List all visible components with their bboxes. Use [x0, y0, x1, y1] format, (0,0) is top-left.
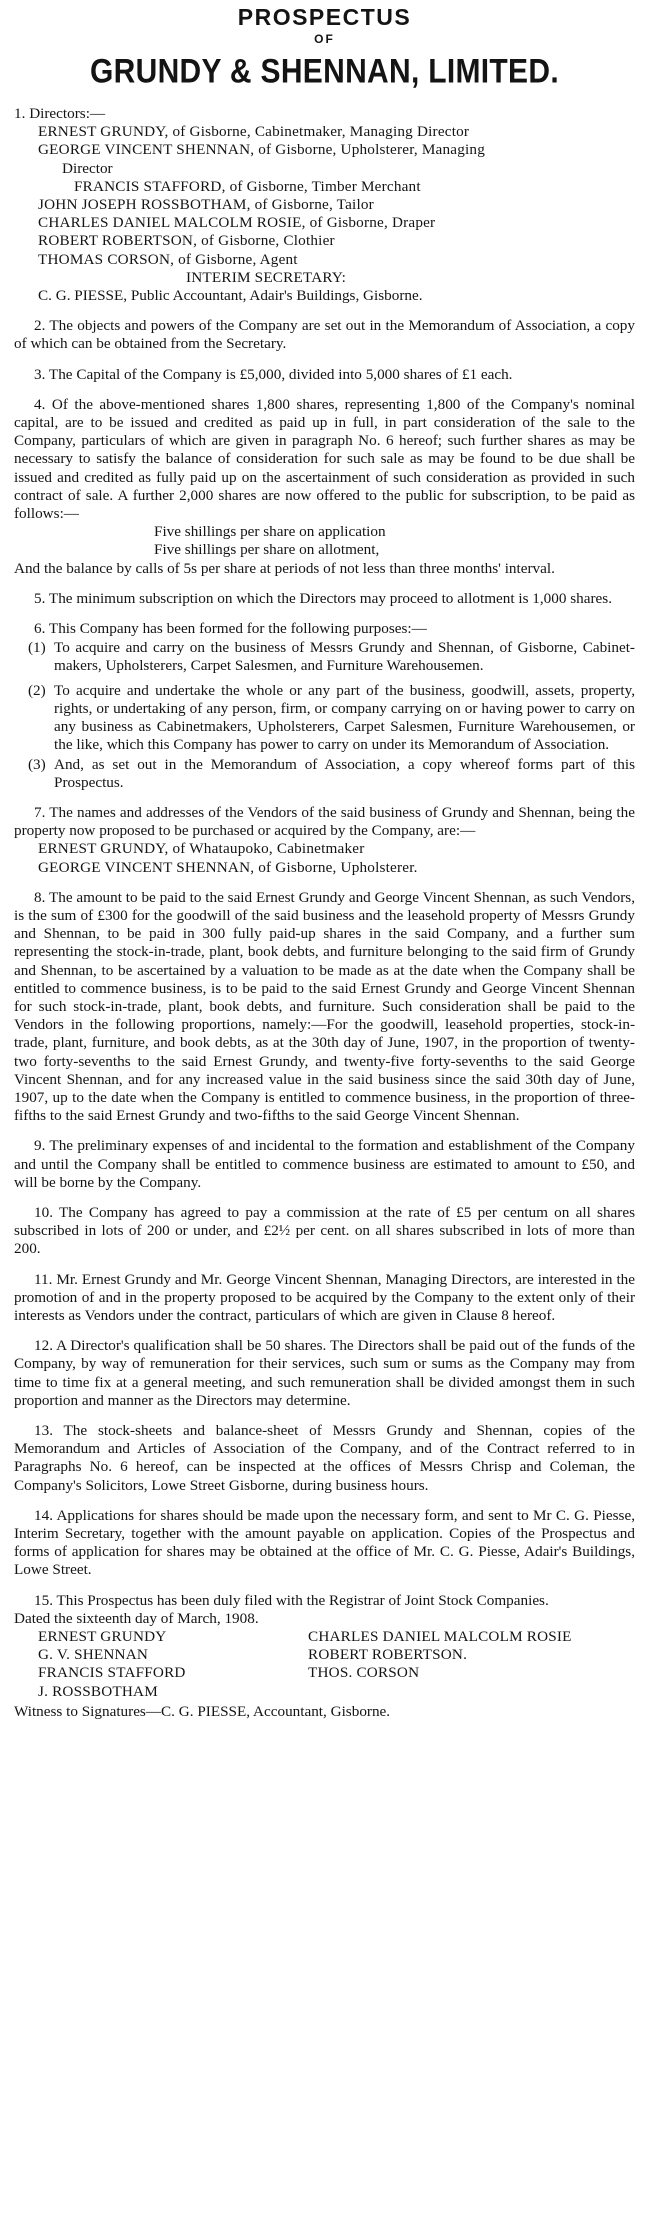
signatory: ROBERT ROBERTSON. [308, 1646, 468, 1664]
directors-section [14, 105, 635, 305]
purpose-text: And, as set out in the Memorandum of Association, a copy whereof forms part of this Prospectus. [54, 755, 635, 791]
clause-11-interests: 11. Mr. Ernest Grundy and Mr. George Vincent Shennan, Managing Directors, are interested in the promotion of and in the property proposed to be acquired by the Company to the extent only of their interests as Vendors under the contract, particulars of which are given in Clause 8 hereof. [14, 1270, 635, 1324]
purpose-item [14, 682, 635, 755]
director-line: JOHN JOSEPH ROSSBOTHAM, of Gisborne, Tailor [38, 196, 374, 214]
clause-2-objects: 2. The objects and powers of the Company are set out in the Memorandum of Association, a copy of which can be obtained from the Secretary. [14, 317, 635, 353]
date-line: Dated the sixteenth day of March, 1908. [14, 1609, 259, 1627]
purpose-text: To acquire and carry on the business of Messrs Grundy and Shennan, of Gisborne, Cabinet-makers, Upholsterers, Carpet Salesmen, and Furniture Warehousemen. [54, 639, 635, 675]
signatory: J. ROSSBOTHAM [38, 1682, 158, 1700]
signatory: ERNEST GRUNDY [38, 1628, 167, 1646]
document-header [14, 4, 635, 91]
payment-line: Five shillings per share on application [154, 523, 386, 541]
purpose-number: (2) [28, 681, 46, 699]
signatory [308, 1683, 635, 1701]
payment-balance: And the balance by calls of 5s per share at periods of not less than three months' interval. [14, 559, 555, 577]
payment-line: Five shillings per share on allotment, [154, 541, 380, 559]
purpose-number: (3) [28, 755, 46, 773]
clause-13-inspection: 13. The stock-sheets and balance-sheet of Messrs Grundy and Shennan, copies of the Memorandum and Articles of Association of the Company, and of the Contract referred to in Paragraphs No. 6 hereof, can be inspected at the offices of Messrs Chrisp and Coleman, the Company's Solicitors, Lowe Street Gisborne, during business hours. [14, 1422, 635, 1494]
clause-8-consideration: 8. The amount to be paid to the said Ernest Grundy and George Vincent Shennan, as such Vendors, is the sum of £300 for the goodwill of the said business and the leasehold property of Messrs Grundy and Shennan, to be paid in 300 fully paid-up shares in the said Company, and a further sum representing the stock-in-trade, plant, book debts, and furniture belonging to the said firm of Grundy and Shennan, to be ascertained by a valuation to be made as at the date when the Company shall be entitled to commence business, is to be paid to the said Ernest Grundy and George Vincent Shennan for such stock-in-trade, plant, book debts, and furniture. Such consideration shall be paid to the Vendors in the following proportions, namely:—For the goodwill, leasehold properties, stock-in-trade, plant, furniture, and book debts, as at the 30th day of June, 1907, in the proportion of twenty-two forty-sevenths to the said Ernest Grundy, and twenty-five forty-sevenths to the said George Vincent Shennan, and for any increased value in the said business since the said 30th day of June, 1907, up to the date when the Company is entitled to commence business, in the proportion of three-fifths to the said Ernest Grundy and two-fifths to the said George Vincent Shennan. [14, 888, 635, 1125]
clause-6-purposes [14, 620, 635, 792]
clause-5-minimum-subscription: 5. The minimum subscription on which the Directors may proceed to allotment is 1,000 shares. [34, 589, 612, 607]
director-line: GEORGE VINCENT SHENNAN, of Gisborne, Upholsterer, Managing [38, 141, 486, 159]
purpose-text: To acquire and undertake the whole or any part of the business, goodwill, assets, property, rights, or undertaking of any person, firm, or company carrying on or having power to carry on any business as Cabinetmakers, Upholsterers, Carpet Salesmen, Furniture Warehousemen, or the like, which this Company has power to carry on under its Memorandum of Association. [54, 681, 635, 754]
signatory: THOS. CORSON [308, 1664, 420, 1682]
clause-3-capital: 3. The Capital of the Company is £5,000, divided into 5,000 shares of £1 each. [34, 365, 513, 383]
purpose-item [14, 756, 635, 792]
clause-12-qualification: 12. A Director's qualification shall be 50 shares. The Directors shall be paid out of the funds of the Company, by way of remuneration for their services, such sum or sums as the Company may from time to time fix at a general meeting, and such remuneration shall be divided amongst them in such proportion and manner as the Directors may determine. [14, 1337, 635, 1409]
clause-7-vendors [14, 804, 635, 877]
clause-7-text: 7. The names and addresses of the Vendors of the said business of Grundy and Shennan, being the property now proposed to be purchased or acquired by the Company, are:— [14, 803, 635, 840]
signatory: CHARLES DANIEL MALCOLM ROSIE [308, 1628, 572, 1646]
director-line: THOMAS CORSON, of Gisborne, Agent [38, 250, 298, 268]
clause-10-commission: 10. The Company has agreed to pay a commission at the rate of £5 per centum on all shares subscribed in lots of 200 or under, and £2½ per cent. on all shares subscribed in lots of more than 200. [14, 1203, 635, 1258]
clause-6-heading: 6. This Company has been formed for the following purposes:— [34, 620, 427, 638]
document-title: PROSPECTUS [237, 4, 412, 30]
directors-heading: 1. Directors:— [14, 105, 106, 122]
company-name: GRUNDY & SHENNAN, LIMITED. [90, 52, 559, 91]
director-line: Director [62, 159, 113, 177]
purpose-number: (1) [28, 639, 46, 657]
clause-4-text: 4. Of the above-mentioned shares 1,800 shares, representing 1,800 of the Company's nominal capital, are to be issued and credited as paid up in full, in part consideration of the sale to the Company, particulars of which are given in paragraph No. 6 hereof; such further shares as may be necessary to satisfy the balance of consideration for such sale as may be found to be due shall be issued and credited as fully paid up on the ascertainment of such consideration as provided in such contract of sale. A further 2,000 shares are now offered to the public for subscription, to be paid as follows:— [14, 395, 635, 523]
director-line: ROBERT ROBERTSON, of Gisborne, Clothier [38, 232, 335, 250]
signatory: FRANCIS STAFFORD [38, 1664, 186, 1682]
clause-4-shares [14, 396, 635, 578]
secretary-heading: INTERIM SECRETARY: [186, 268, 347, 286]
secretary-line: C. G. PIESSE, Public Accountant, Adair's Buildings, Gisborne. [38, 287, 423, 305]
clause-14-applications: 14. Applications for shares should be made upon the necessary form, and sent to Mr C. G. Piesse, Interim Secretary, together with the amount payable on application. Copies of the Prospectus and forms of application for shares may be obtained at the office of Mr. C. G. Piesse, Adair's Buildings, Lowe Street. [14, 1506, 635, 1579]
vendor-line: ERNEST GRUNDY, of Whataupoko, Cabinetmaker [38, 840, 365, 858]
clause-15-filing: 15. This Prospectus has been duly filed with the Registrar of Joint Stock Companies. [34, 1591, 549, 1609]
director-line: FRANCIS STAFFORD, of Gisborne, Timber Merchant [74, 177, 421, 195]
purpose-item [14, 639, 635, 675]
signatories [14, 1628, 635, 1701]
witness-line: Witness to Signatures—C. G. PIESSE, Accountant, Gisborne. [14, 1702, 391, 1720]
signatory: G. V. SHENNAN [38, 1646, 149, 1664]
director-line: CHARLES DANIEL MALCOLM ROSIE, of Gisborne, Draper [38, 214, 436, 232]
vendor-line: GEORGE VINCENT SHENNAN, of Gisborne, Upholsterer. [38, 858, 418, 876]
director-line: ERNEST GRUNDY, of Gisborne, Cabinetmaker, Managing Director [38, 123, 470, 141]
title-connector: OF [314, 32, 335, 46]
clause-9-preliminary-expenses: 9. The preliminary expenses of and incidental to the formation and establishment of the Company and until the Company shall be entitled to commence business are estimated to amount to £50, and will be borne by the Company. [14, 1137, 635, 1191]
